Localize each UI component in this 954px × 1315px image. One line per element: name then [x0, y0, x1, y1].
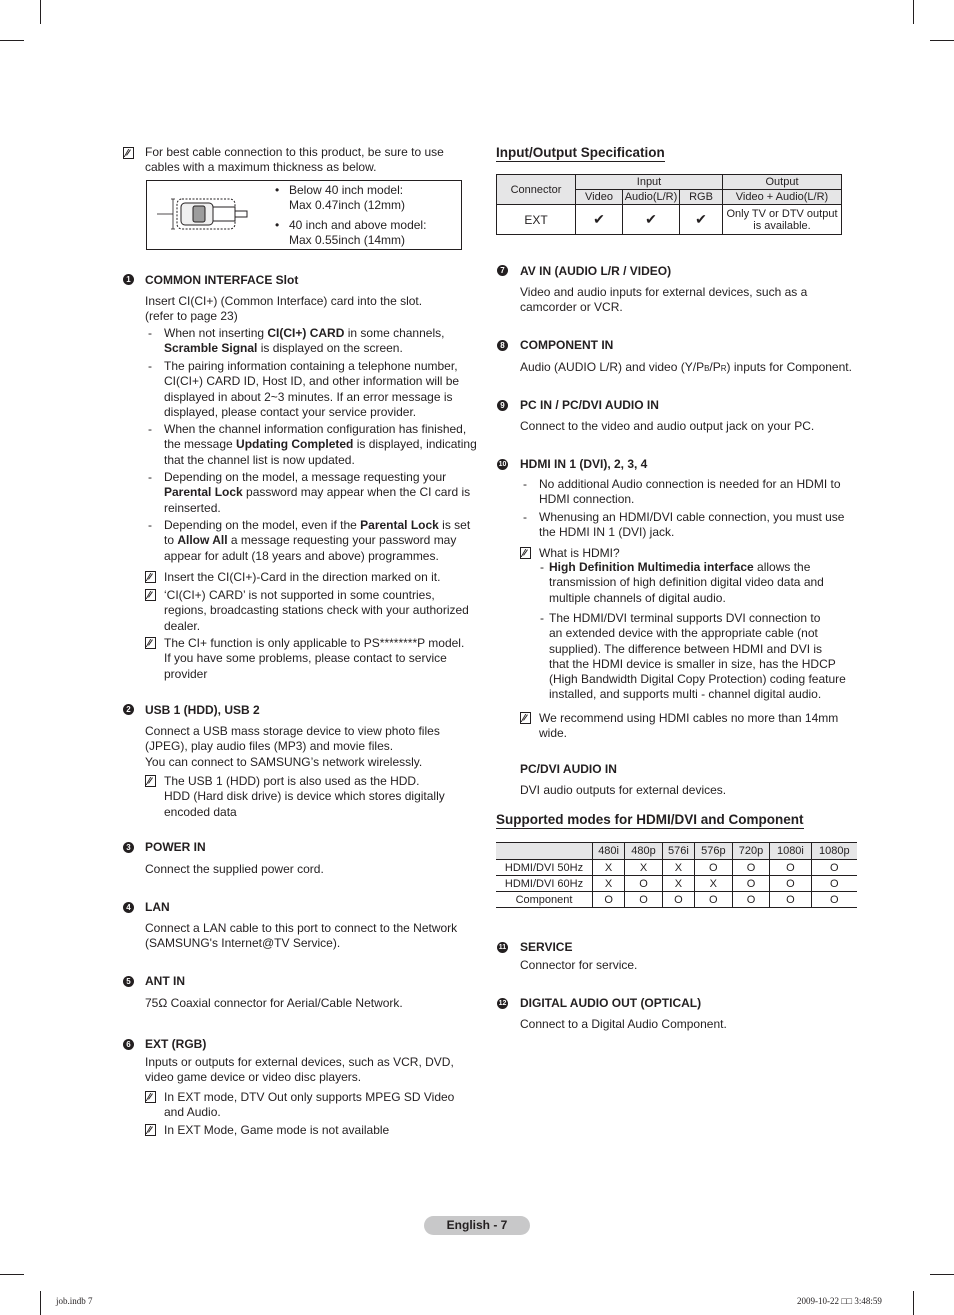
dash-item: Depending on the model, a message requesting your Parental Lock password may appear when the CI card is reinserted.: [164, 470, 471, 515]
cable-item-1: Below 40 inch model: Max 0.47inch (12mm): [289, 183, 406, 213]
file-name: job.indb 7: [56, 1296, 93, 1306]
mode-row-name: HDMI/DVI 50Hz: [496, 860, 593, 876]
mode-cell: O: [811, 860, 857, 876]
crop-mark: [0, 1274, 24, 1275]
mode-cell: O: [662, 892, 694, 908]
page-number: English - 7: [424, 1216, 530, 1235]
mode-cell: X: [662, 876, 694, 892]
mode-cell: O: [770, 876, 811, 892]
note-icon: [145, 775, 156, 787]
crop-mark: [40, 0, 41, 24]
section-title-common-interface: COMMON INTERFACE Slot: [145, 273, 299, 287]
mode-column-header: 576p: [695, 843, 733, 860]
mode-cell: X: [593, 860, 625, 876]
mode-cell: O: [732, 860, 770, 876]
section-number-11: 11: [498, 944, 507, 951]
note-icon: [520, 712, 531, 724]
mode-cell: O: [770, 892, 811, 908]
modes-table: [496, 842, 857, 908]
note-text: In EXT Mode, Game mode is not available: [164, 1123, 390, 1137]
io-spec-heading: Input/Output Specification: [496, 145, 665, 160]
mode-cell: O: [695, 860, 733, 876]
mode-cell: X: [695, 876, 733, 892]
mode-cell: X: [662, 860, 694, 876]
dash-item: Whenusing an HDMI/DVI cable connection, you must use the HDMI IN 1 (DVI) jack.: [539, 510, 845, 540]
note-icon: [145, 1091, 156, 1103]
mode-cell: O: [695, 892, 733, 908]
crop-mark: [40, 1291, 41, 1315]
mode-column-header: 480i: [593, 843, 625, 860]
dash-item: The pairing information containing a telephone number, CI(CI+) CARD ID, Host ID, and other information will be displayed in about 2~3 minutes. If an error message is displayed, please contact your service provider.: [164, 359, 460, 419]
note-icon: [145, 1124, 156, 1136]
section-title-service: SERVICE: [520, 940, 573, 954]
crop-mark: [913, 1291, 914, 1315]
section-title-usb: USB 1 (HDD), USB 2: [145, 703, 260, 717]
section-number-8: 8: [497, 340, 508, 351]
cable-thickness-box: • Below 40 inch model: Max 0.47inch (12mm) • 40 inch and above model: Max 0.55inch (14mm): [146, 180, 462, 250]
section-number-6: 6: [123, 1039, 134, 1050]
mode-cell: O: [811, 892, 857, 908]
section-title-av-in: AV IN (AUDIO L/R / VIDEO): [520, 264, 672, 278]
section-title-ext: EXT (RGB): [145, 1037, 207, 1051]
section-body: DVI audio outputs for external devices.: [520, 783, 727, 797]
intro-note: For best cable connection to this product, be sure to use cables with a maximum thickness as below.: [145, 145, 444, 175]
section-number-3: 3: [123, 842, 134, 853]
section-number-12: 12: [498, 1000, 507, 1007]
cable-item-2: 40 inch and above model: Max 0.55inch (14mm): [289, 218, 427, 248]
mode-row: [496, 892, 857, 908]
mode-column-header: 576i: [662, 843, 694, 860]
note-text: What is HDMI?: [539, 546, 620, 560]
section-body: Connector for service.: [520, 958, 638, 972]
mode-row: [496, 860, 857, 876]
mode-column-header: 1080i: [770, 843, 811, 860]
mode-cell: O: [732, 892, 770, 908]
section-title-power: POWER IN: [145, 840, 206, 854]
section-body: 75Ω Coaxial connector for Aerial/Cable Network.: [145, 996, 403, 1010]
mode-cell: O: [625, 892, 663, 908]
crop-mark: [913, 0, 914, 24]
note-icon: [145, 637, 156, 649]
section-body: Connect a LAN cable to this port to connect to the Network (SAMSUNG's Internet@TV Service).: [145, 921, 458, 951]
note-icon: [520, 547, 531, 559]
mode-cell: O: [811, 876, 857, 892]
dash-item: Depending on the model, even if the Parental Lock is set to Allow All a message requesting your password may appear for adult (18 years and above) programmes.: [164, 518, 471, 563]
section-title-ant: ANT IN: [145, 974, 185, 988]
section-number-2: 2: [123, 704, 134, 715]
mode-row-name: HDMI/DVI 60Hz: [496, 876, 593, 892]
section-body: Inputs or outputs for external devices, such as VCR, DVD, video game device or video disc players.: [145, 1055, 454, 1085]
mode-cell: X: [625, 860, 663, 876]
mode-cell: O: [593, 892, 625, 908]
cable-plug-icon: [155, 185, 265, 245]
section-body: Connect the supplied power cord.: [145, 862, 324, 876]
section-number-1: 1: [123, 274, 134, 285]
mode-row-name: Component: [496, 892, 593, 908]
section-number-5: 5: [123, 976, 134, 987]
crop-mark: [0, 40, 24, 41]
section-number-7: 7: [497, 265, 508, 276]
dash-item: When not inserting CI(CI+) CARD in some channels, Scramble Signal is displayed on the screen.: [164, 326, 445, 356]
section-number-9: 9: [497, 400, 508, 411]
section-body: Connect a USB mass storage device to view photo files (JPEG), play audio files (MP3) and movie files. You can connect to SAMSUNG’s network wirelessly.: [145, 724, 440, 769]
section-number-4: 4: [123, 902, 134, 913]
mode-cell: O: [625, 876, 663, 892]
mode-row: [496, 876, 857, 892]
section-body: Audio (AUDIO L/R) and video (Y/PB/PR) inputs for Component.: [520, 360, 852, 374]
section-body: Insert CI(CI+) (Common Interface) card into the slot. (refer to page 23): [145, 294, 423, 324]
section-title-component: COMPONENT IN: [520, 338, 614, 352]
section-body: Connect to a Digital Audio Component.: [520, 1017, 727, 1031]
dash-item: When the channel information configuration has finished, the message Updating Completed is displayed, indicating that the channel list is now updated.: [164, 422, 477, 467]
note-icon: [145, 571, 156, 583]
section-title-hdmi: HDMI IN 1 (DVI), 2, 3, 4: [520, 457, 648, 471]
section-title-pc-in: PC IN / PC/DVI AUDIO IN: [520, 398, 659, 412]
section-title-lan: LAN: [145, 900, 170, 914]
note-text: The USB 1 (HDD) port is also used as the HDD. HDD (Hard disk drive) is device which stores digitally encoded data: [164, 774, 445, 819]
modes-heading: Supported modes for HDMI/DVI and Component: [496, 812, 804, 827]
note-text: ‘CI(CI+) CARD’ is not supported in some countries, regions, broadcasting stations check with your authorized dealer.: [164, 588, 469, 633]
section-body: Connect to the video and audio output jack on your PC.: [520, 419, 815, 433]
note-icon: [123, 147, 134, 159]
mode-column-header: 1080p: [811, 843, 857, 860]
print-date: 2009-10-22 □□ 3:48:59: [797, 1296, 882, 1306]
note-text: We recommend using HDMI cables no more than 14mm wide.: [539, 711, 839, 741]
mode-cell: X: [593, 876, 625, 892]
mode-cell: O: [770, 860, 811, 876]
note-text: In EXT mode, DTV Out only supports MPEG SD Video and Audio.: [164, 1090, 455, 1120]
mode-cell: O: [732, 876, 770, 892]
note-text: The CI+ function is only applicable to PS********P model. If you have some problems, please contact to service provider: [164, 636, 465, 681]
crop-mark: [930, 1274, 954, 1275]
pc-dvi-audio-title: PC/DVI AUDIO IN: [520, 762, 617, 776]
section-number-10: 10: [498, 461, 507, 468]
io-spec-table: Connector Input Output Video Audio(L/R) RGB Video + Audio(L/R) EXT ✔ ✔ ✔ Only TV or DTV output is available.: [496, 174, 842, 235]
section-body: Video and audio inputs for external devices, such as a camcorder or VCR.: [520, 285, 808, 315]
section-title-digital-audio: DIGITAL AUDIO OUT (OPTICAL): [520, 996, 702, 1010]
note-text: Insert the CI(CI+)-Card in the direction marked on it.: [164, 570, 441, 584]
hdmi-dvi-description: The HDMI/DVI terminal supports DVI connection to an extended device with the appropriate cable (not supplied). The difference between HDMI and DVI is that the HDMI device is smaller in size, has the HDCP (High Bandwidth Digital Copy Protection) coding feature installed, and supports multi - channel digital audio.: [549, 611, 846, 702]
mode-column-header: 480p: [625, 843, 663, 860]
hdmi-definition: High Definition Multimedia interface allows the transmission of high definition digital video data and multiple channels of digital audio.: [549, 560, 824, 605]
dash-item: No additional Audio connection is needed for an HDMI to HDMI connection.: [539, 477, 841, 507]
crop-mark: [930, 40, 954, 41]
mode-column-header: 720p: [732, 843, 770, 860]
note-icon: [145, 589, 156, 601]
